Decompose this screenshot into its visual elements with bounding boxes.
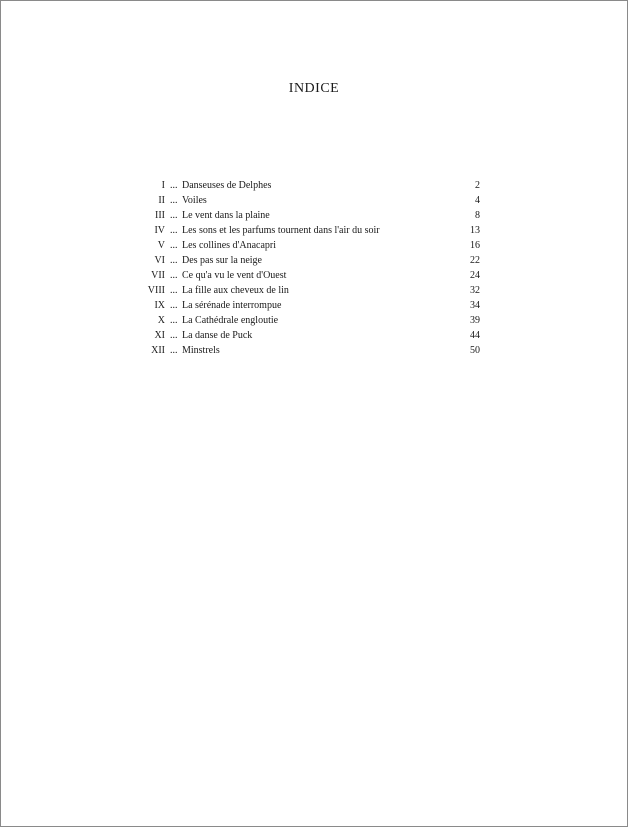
entry-separator: ...: [170, 345, 178, 356]
entry-separator: ...: [170, 210, 178, 221]
entry-number: II: [158, 195, 165, 206]
entry-number: VII: [151, 270, 165, 281]
toc-entry: [135, 238, 480, 253]
entry-title: Minstrels: [182, 345, 220, 356]
entry-number: XII: [151, 345, 165, 356]
entry-page: 50: [470, 345, 480, 356]
entry-title: Les collines d'Anacapri: [182, 240, 276, 251]
entry-title: La fille aux cheveux de lin: [182, 285, 289, 296]
entry-title: Voiles: [182, 195, 207, 206]
entry-page: 8: [475, 210, 480, 221]
entry-separator: ...: [170, 255, 178, 266]
entry-number: I: [161, 180, 165, 191]
entry-separator: ...: [170, 240, 178, 251]
entry-title: Ce qu'a vu le vent d'Ouest: [182, 270, 287, 281]
entry-title: Danseuses de Delphes: [182, 180, 272, 191]
entry-page: 2: [475, 180, 480, 191]
entry-page: 16: [470, 240, 480, 251]
entry-number: IX: [154, 300, 165, 311]
entry-separator: ...: [170, 195, 178, 206]
entry-title: La Cathédrale engloutie: [182, 315, 279, 326]
entry-number: VI: [154, 255, 165, 266]
entry-page: 24: [470, 270, 480, 281]
toc-entry: [135, 328, 480, 343]
entry-number: VIII: [147, 285, 165, 296]
toc-entry: [135, 343, 480, 358]
entry-separator: ...: [170, 180, 178, 191]
toc-entry: [135, 313, 480, 328]
entry-number: III: [155, 210, 165, 221]
entry-separator: ...: [170, 270, 178, 281]
page-title: INDICE: [288, 81, 340, 96]
toc-entry: [135, 253, 480, 268]
table-of-contents: [135, 178, 480, 358]
entry-title: Le vent dans la plaine: [182, 210, 270, 221]
entry-title: Les sons et les parfums tournent dans l'air du soir: [182, 225, 380, 236]
toc-entry: [135, 298, 480, 313]
entry-number: XI: [154, 330, 165, 341]
toc-entry: [135, 283, 480, 298]
entry-title: La danse de Puck: [182, 330, 253, 341]
entry-page: 4: [475, 195, 480, 206]
entry-number: V: [157, 240, 165, 251]
toc-entry: [135, 208, 480, 223]
entry-page: 39: [470, 315, 480, 326]
entry-separator: ...: [170, 315, 178, 326]
entry-number: IV: [154, 225, 165, 236]
entry-separator: ...: [170, 285, 178, 296]
entry-number: X: [157, 315, 165, 326]
toc-entry: [135, 178, 480, 193]
entry-page: 22: [470, 255, 480, 266]
toc-entry: [135, 268, 480, 283]
entry-page: 44: [470, 330, 480, 341]
toc-entry: [135, 223, 480, 238]
entry-title: La sérénade interrompue: [182, 300, 282, 311]
entry-separator: ...: [170, 330, 178, 341]
entry-separator: ...: [170, 300, 178, 311]
toc-entry: [135, 193, 480, 208]
entry-page: 13: [470, 225, 480, 236]
entry-separator: ...: [170, 225, 178, 236]
entry-page: 34: [470, 300, 480, 311]
entry-title: Des pas sur la neige: [182, 255, 262, 266]
entry-page: 32: [470, 285, 480, 296]
